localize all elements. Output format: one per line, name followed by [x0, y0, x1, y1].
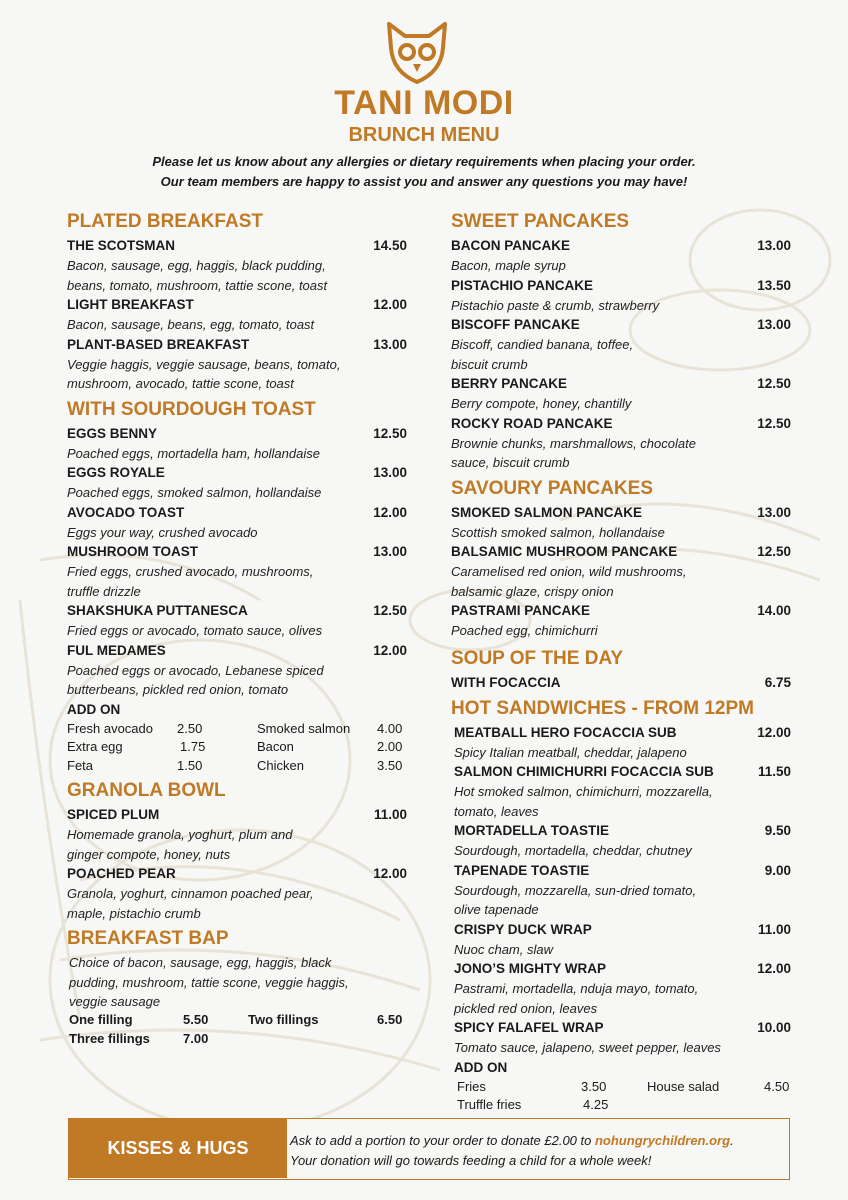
desc-line: Choice of bacon, sausage, egg, haggis, black — [69, 955, 332, 970]
addon-price: 3.50 — [581, 1078, 607, 1094]
item-description: balsamic glaze, crispy onion — [451, 583, 614, 599]
item-description: Brownie chunks, marshmallows, chocolate — [451, 435, 696, 451]
soup-list — [451, 673, 791, 693]
item-price: 13.00 — [373, 336, 407, 352]
item-description: Berry compote, honey, chantilly — [451, 396, 632, 411]
item-price: 12.00 — [373, 866, 407, 881]
item-name: BALSAMIC MUSHROOM PANCAKE — [451, 544, 678, 559]
addon-row — [454, 1096, 791, 1115]
donation-text: Ask to add a portion to your order to donate £2.00 to — [290, 1133, 595, 1148]
addon-price: 4.25 — [583, 1097, 609, 1112]
item-description: butterbeans, pickled red onion, tomato — [67, 682, 289, 697]
item-name: MORTADELLA TOASTIE — [454, 823, 609, 838]
item-description: Bacon, sausage, beans, egg, tomato, toast — [67, 317, 315, 332]
item-description: Sourdough, mozzarella, sun-dried tomato, — [454, 882, 697, 898]
item-price: 9.00 — [764, 862, 791, 878]
section-title-sweet-pancakes: SWEET PANCAKES — [451, 211, 630, 232]
item-price: 12.50 — [757, 544, 791, 559]
addon-name: Fries — [457, 1078, 486, 1094]
menu-item — [67, 335, 407, 394]
menu-item — [451, 236, 791, 276]
menu-item — [454, 861, 791, 920]
item-description: ginger compote, honey, nuts — [67, 846, 231, 862]
addon-name: Truffle fries — [457, 1097, 522, 1112]
item-price: 11.00 — [757, 921, 791, 937]
addon-name: Chicken — [257, 757, 304, 773]
item-price: 10.00 — [757, 1020, 791, 1035]
item-price: 12.50 — [373, 425, 407, 441]
item-description: Bacon, maple syrup — [451, 258, 566, 273]
section-title-sourdough: WITH SOURDOUGH TOAST — [67, 398, 316, 420]
item-name: FUL MEDAMES — [67, 642, 166, 658]
item-price: 12.50 — [757, 415, 791, 431]
menu-item — [454, 920, 791, 960]
addon-title: ADD ON — [67, 701, 121, 717]
donation-line: Your donation will go towards feeding a child for a whole week! — [290, 1153, 652, 1168]
item-description: Fried eggs or avocado, tomato sauce, olives — [67, 623, 323, 638]
bap-row — [67, 1031, 407, 1050]
addon-row — [67, 738, 407, 757]
left-column — [67, 210, 407, 1050]
addon-price: 4.00 — [377, 720, 403, 736]
item-description: truffle drizzle — [67, 583, 141, 599]
item-description: Tomato sauce, jalapeno, sweet pepper, leaves — [454, 1040, 721, 1055]
menu-item — [451, 315, 791, 374]
donation-text: . — [730, 1133, 734, 1148]
addon-price: 4.50 — [764, 1078, 790, 1094]
item-price: 13.50 — [757, 277, 791, 293]
item-name: SPICY FALAFEL WRAP — [454, 1020, 604, 1035]
item-description: sauce, biscuit crumb — [451, 455, 570, 470]
bap-option-price: 6.50 — [377, 1011, 403, 1027]
item-name: SMOKED SALMON PANCAKE — [451, 504, 643, 520]
item-price: 6.75 — [764, 674, 791, 690]
plated-breakfast-list — [67, 236, 407, 394]
section-title-soup: SOUP OF THE DAY — [451, 647, 624, 669]
item-description: Spicy Italian meatball, cheddar, jalapeno — [454, 744, 687, 760]
item-name: TAPENADE TOASTIE — [454, 862, 590, 878]
addon-title: ADD ON — [454, 1059, 508, 1075]
addon-price: 1.50 — [177, 757, 203, 773]
item-name: SPICED PLUM — [67, 807, 160, 822]
item-price: 9.50 — [764, 823, 791, 838]
menu-item — [67, 601, 407, 641]
item-price: 11.50 — [757, 764, 791, 779]
item-name: AVOCADO TOAST — [67, 504, 185, 520]
menu-item — [451, 374, 791, 414]
item-description: Veggie haggis, veggie sausage, beans, tomato, — [67, 356, 341, 372]
menu-item — [67, 463, 407, 503]
item-description: biscuit crumb — [451, 356, 528, 372]
item-description: Scottish smoked salmon, hollandaise — [451, 524, 665, 540]
item-description: Poached eggs or avocado, Lebanese spiced — [67, 662, 324, 678]
addon-name: Smoked salmon — [257, 720, 351, 736]
addon-price: 1.75 — [180, 739, 206, 754]
item-price: 12.50 — [373, 603, 407, 618]
donation-link[interactable]: nohungrychildren.org — [594, 1133, 731, 1148]
bap-row — [67, 1012, 407, 1031]
item-name: MEATBALL HERO FOCACCIA SUB — [454, 724, 677, 740]
item-name: BISCOFF PANCAKE — [451, 317, 580, 332]
item-name: JONO’S MIGHTY WRAP — [454, 961, 607, 976]
bap-option-price: 5.50 — [183, 1011, 209, 1027]
granola-list — [67, 805, 407, 923]
right-column — [451, 210, 791, 1115]
menu-item — [451, 542, 791, 601]
intro-line: Please let us know about any allergies or dietary requirements when placing your order. — [152, 154, 696, 169]
item-name: BERRY PANCAKE — [451, 376, 568, 391]
bap-option-label: Two fillings — [248, 1011, 319, 1027]
item-name: EGGS ROYALE — [67, 465, 165, 480]
menu-item — [67, 424, 407, 464]
section-title-hot-sandwiches: HOT SANDWICHES - FROM 12PM — [451, 697, 754, 719]
menu-item — [451, 414, 791, 473]
item-name: ROCKY ROAD PANCAKE — [451, 415, 613, 431]
item-name: SHAKSHUKA PUTTANESCA — [67, 603, 248, 618]
restaurant-name: TANI MODI — [334, 84, 514, 122]
desc-line: pudding, mushroom, tattie scone, veggie haggis, — [69, 974, 349, 990]
item-price: 11.00 — [373, 807, 407, 822]
menu-item — [454, 959, 791, 1018]
addon-price: 2.50 — [177, 720, 203, 736]
owl-logo — [383, 22, 451, 84]
menu-item — [451, 503, 791, 543]
bap-description — [67, 953, 407, 1012]
addon-price: 2.00 — [377, 739, 403, 754]
item-price: 12.00 — [373, 642, 407, 658]
sweet-pancakes-list — [451, 236, 791, 473]
item-name: MUSHROOM TOAST — [67, 544, 198, 559]
addon-name: Fresh avocado — [67, 720, 153, 736]
item-price: 13.00 — [757, 504, 791, 520]
item-price: 13.00 — [757, 238, 791, 253]
item-description: beans, tomato, mushroom, tattie scone, toast — [67, 277, 328, 293]
item-description: Sourdough, mortadella, cheddar, chutney — [454, 843, 692, 858]
menu-item — [451, 276, 791, 316]
item-price: 12.00 — [757, 961, 791, 976]
item-name: WITH FOCACCIA — [451, 674, 561, 690]
menu-subtitle: BRUNCH MENU — [348, 124, 500, 146]
donation-banner — [68, 1118, 790, 1180]
item-description: Pastrami, mortadella, nduja mayo, tomato, — [454, 981, 699, 996]
sandwich-addons — [451, 1078, 791, 1115]
section-title-granola: GRANOLA BOWL — [67, 780, 226, 801]
section-title-breakfast-bap: BREAKFAST BAP — [67, 928, 229, 949]
item-price: 12.00 — [373, 297, 407, 312]
item-description: Granola, yoghurt, cinnamon poached pear, — [67, 886, 314, 901]
item-price: 13.00 — [373, 465, 407, 480]
addon-name: Extra egg — [67, 739, 123, 754]
item-description: Bacon, sausage, egg, haggis, black pudding, — [67, 258, 326, 273]
item-name: THE SCOTSMAN — [67, 238, 175, 253]
intro-line: Our team members are happy to assist you and answer any questions you may have! — [160, 174, 688, 189]
item-description: mushroom, avocado, tattie scone, toast — [67, 376, 294, 391]
addon-row — [454, 1078, 791, 1097]
item-description: Caramelised red onion, wild mushrooms, — [451, 564, 687, 579]
item-description: Poached eggs, smoked salmon, hollandaise — [67, 485, 322, 500]
desc-line: veggie sausage — [69, 994, 161, 1009]
sourdough-list — [67, 424, 407, 700]
menu-item — [67, 641, 407, 700]
addon-row — [67, 720, 407, 739]
item-name: EGGS BENNY — [67, 425, 158, 441]
item-price: 12.00 — [373, 504, 407, 520]
item-name: PLANT-BASED BREAKFAST — [67, 336, 250, 352]
item-description: tomato, leaves — [454, 803, 539, 819]
addon-name: Feta — [67, 757, 94, 773]
addon-price: 3.50 — [377, 757, 403, 773]
donation-line — [290, 1131, 734, 1151]
item-description: Fried eggs, crushed avocado, mushrooms, — [67, 564, 314, 579]
item-price: 13.00 — [373, 544, 407, 559]
item-price: 12.00 — [757, 724, 791, 740]
sourdough-addons — [67, 720, 407, 776]
item-description: Eggs your way, crushed avocado — [67, 524, 258, 540]
menu-item — [454, 821, 791, 861]
bap-option-label: One filling — [69, 1011, 133, 1027]
menu-item — [67, 864, 407, 923]
item-description: Biscoff, candied banana, toffee, — [451, 337, 634, 352]
item-description: Homemade granola, yoghurt, plum and — [67, 827, 293, 842]
item-price: 13.00 — [757, 317, 791, 332]
donation-message — [290, 1131, 734, 1171]
section-title-plated-breakfast: PLATED BREAKFAST — [67, 211, 263, 232]
addon-name: Bacon — [257, 739, 294, 754]
item-description: olive tapenade — [454, 902, 539, 917]
item-name: BACON PANCAKE — [451, 238, 571, 253]
menu-item — [67, 542, 407, 601]
item-name: CRISPY DUCK WRAP — [454, 921, 592, 937]
kisses-hugs-badge: KISSES & HUGS — [69, 1119, 287, 1178]
menu-item — [451, 601, 791, 641]
item-name: POACHED PEAR — [67, 866, 176, 881]
item-description: Pistachio paste & crumb, strawberry — [451, 297, 660, 313]
menu-item — [454, 723, 791, 763]
addon-name: House salad — [647, 1078, 720, 1094]
section-title-savoury-pancakes: SAVOURY PANCAKES — [451, 477, 653, 499]
item-description: Nuoc cham, slaw — [454, 941, 553, 957]
item-name: SALMON CHIMICHURRI FOCACCIA SUB — [454, 764, 714, 779]
item-description: Poached egg, chimichurri — [451, 623, 598, 638]
menu-item — [67, 805, 407, 864]
item-description: maple, pistachio crumb — [67, 905, 201, 921]
intro-text — [0, 152, 848, 192]
bap-option-price: 7.00 — [183, 1030, 209, 1046]
sandwiches-list — [451, 723, 791, 1058]
item-name: PISTACHIO PANCAKE — [451, 277, 594, 293]
item-price: 14.00 — [757, 603, 791, 618]
item-description: Poached eggs, mortadella ham, hollandaise — [67, 445, 320, 461]
menu-item — [67, 503, 407, 543]
savoury-pancakes-list — [451, 503, 791, 641]
bap-option-label: Three fillings — [69, 1030, 150, 1046]
menu-item — [454, 762, 791, 821]
menu-item — [67, 236, 407, 295]
item-price: 12.50 — [757, 376, 791, 391]
item-description: pickled red onion, leaves — [454, 1000, 598, 1016]
menu-item — [454, 1018, 791, 1058]
item-name: LIGHT BREAKFAST — [67, 297, 194, 312]
addon-row — [67, 757, 407, 776]
item-description: Hot smoked salmon, chimichurri, mozzarella, — [454, 784, 713, 799]
item-name: PASTRAMI PANCAKE — [451, 603, 591, 618]
menu-item — [451, 673, 791, 693]
item-price: 14.50 — [373, 238, 407, 253]
menu-item — [67, 295, 407, 335]
